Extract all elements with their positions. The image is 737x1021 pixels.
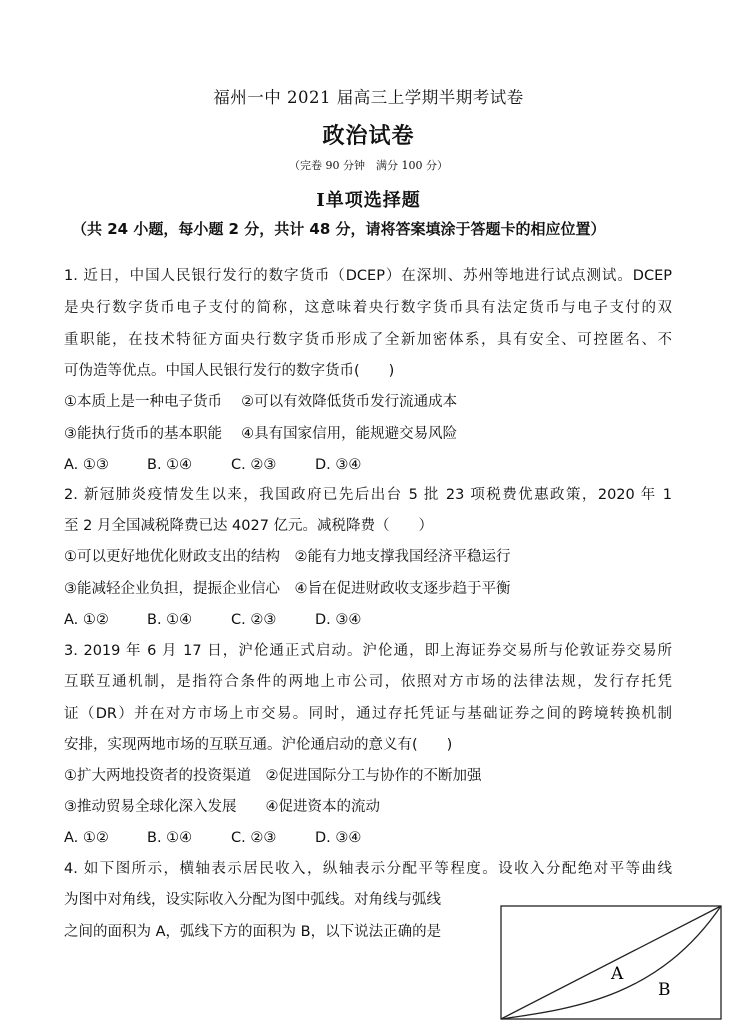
- question-2-line: 2. 新冠肺炎疫情发生以来，我国政府已先后出台 5 批 23 项税费优惠政策，2020 年 1: [64, 487, 672, 503]
- question-1-line: 1. 近日，中国人民银行发行的数字货币（DCEP）在深圳、苏州等地进行试点测试。DCEP: [64, 268, 672, 284]
- question-1-item: ③能执行货币的基本职能 ④具有国家信用，能规避交易风险: [64, 426, 458, 442]
- choice-b: B. ①④: [147, 612, 193, 628]
- exam-title: 福州一中 2021 届高三上学期半期考试卷: [213, 88, 524, 107]
- subject-title: 政治试卷: [322, 123, 415, 149]
- question-2-item: ①可以更好地优化财政支出的结构 ②能有力地支撑我国经济平稳运行: [64, 549, 511, 565]
- question-1-line: 可伪造等优点。中国人民银行发行的数字货币( ): [64, 363, 395, 379]
- exam-info: （完卷 90 分钟 满分 100 分）: [289, 159, 448, 172]
- question-3-line: 3. 2019 年 6 月 17 日，沪伦通正式启动。沪伦通，即上海证券交易所与伦敦证券交易所: [64, 643, 672, 659]
- choice-c: C. ②③: [231, 457, 277, 473]
- question-1-item: ①本质上是一种电子货币 ②可以有效降低货币发行流通成本: [64, 394, 458, 410]
- question-1-line: 是央行数字货币电子支付的简称，这意味着央行数字货币具有法定货币与电子支付的双: [64, 300, 672, 316]
- section-note: （共 24 小题，每小题 2 分，共计 48 分，请将答案填涂于答题卡的相应位置）: [72, 220, 606, 238]
- choice-b: B. ①④: [147, 457, 193, 473]
- question-4-line: 之间的面积为 A，弧线下方的面积为 B，以下说法正确的是: [64, 924, 442, 940]
- question-1-line: 重职能，在技术特征方面央行数字货币形成了全新加密体系，具有安全、可控匿名、不: [64, 332, 672, 348]
- choice-d: D. ③④: [315, 457, 362, 473]
- question-4-line: 4. 如下图所示，横轴表示居民收入，纵轴表示分配平等程度。设收入分配绝对平等曲线: [64, 861, 672, 877]
- choice-a: A. ①③: [64, 457, 109, 473]
- question-3-line: 证（DR）并在对方市场上市交易。同时，通过存托凭证与基础证券之间的跨境转换机制: [64, 706, 672, 722]
- choice-b: B. ①④: [147, 830, 193, 846]
- choice-c: C. ②③: [231, 830, 277, 846]
- question-3-line: 互联互通机制，是指符合条件的两地上市公司，依照对方市场的法律法规，发行存托凭: [64, 674, 672, 690]
- choice-d: D. ③④: [315, 612, 362, 628]
- question-3-line: 安排，实现两地市场的互联互通。沪伦通启动的意义有( ): [64, 737, 453, 753]
- equality-diagonal: [501, 906, 721, 1019]
- section-title: Ⅰ单项选择题: [316, 190, 421, 211]
- area-b-label: B: [658, 980, 671, 1000]
- question-4-line: 为图中对角线，设实际收入分配为图中弧线。对角线与弧线: [64, 892, 441, 908]
- choice-d: D. ③④: [315, 830, 362, 846]
- choice-a: A. ①②: [64, 830, 109, 846]
- choice-a: A. ①②: [64, 612, 109, 628]
- income-distribution-graph: [500, 905, 722, 1020]
- question-2-line: 至 2 月全国减税降费已达 4027 亿元。减税降费（ ）: [64, 518, 434, 534]
- income-distribution-figure: [500, 905, 722, 1020]
- choice-c: C. ②③: [231, 612, 277, 628]
- question-2-item: ③能减轻企业负担，提振企业信心 ④旨在促进财政收支逐步趋于平衡: [64, 581, 511, 597]
- area-a-label: A: [611, 964, 624, 984]
- question-3-item: ①扩大两地投资者的投资渠道 ②促进国际分工与协作的不断加强: [64, 768, 482, 784]
- question-3-item: ③推动贸易全球化深入发展 ④促进资本的流动: [64, 799, 380, 815]
